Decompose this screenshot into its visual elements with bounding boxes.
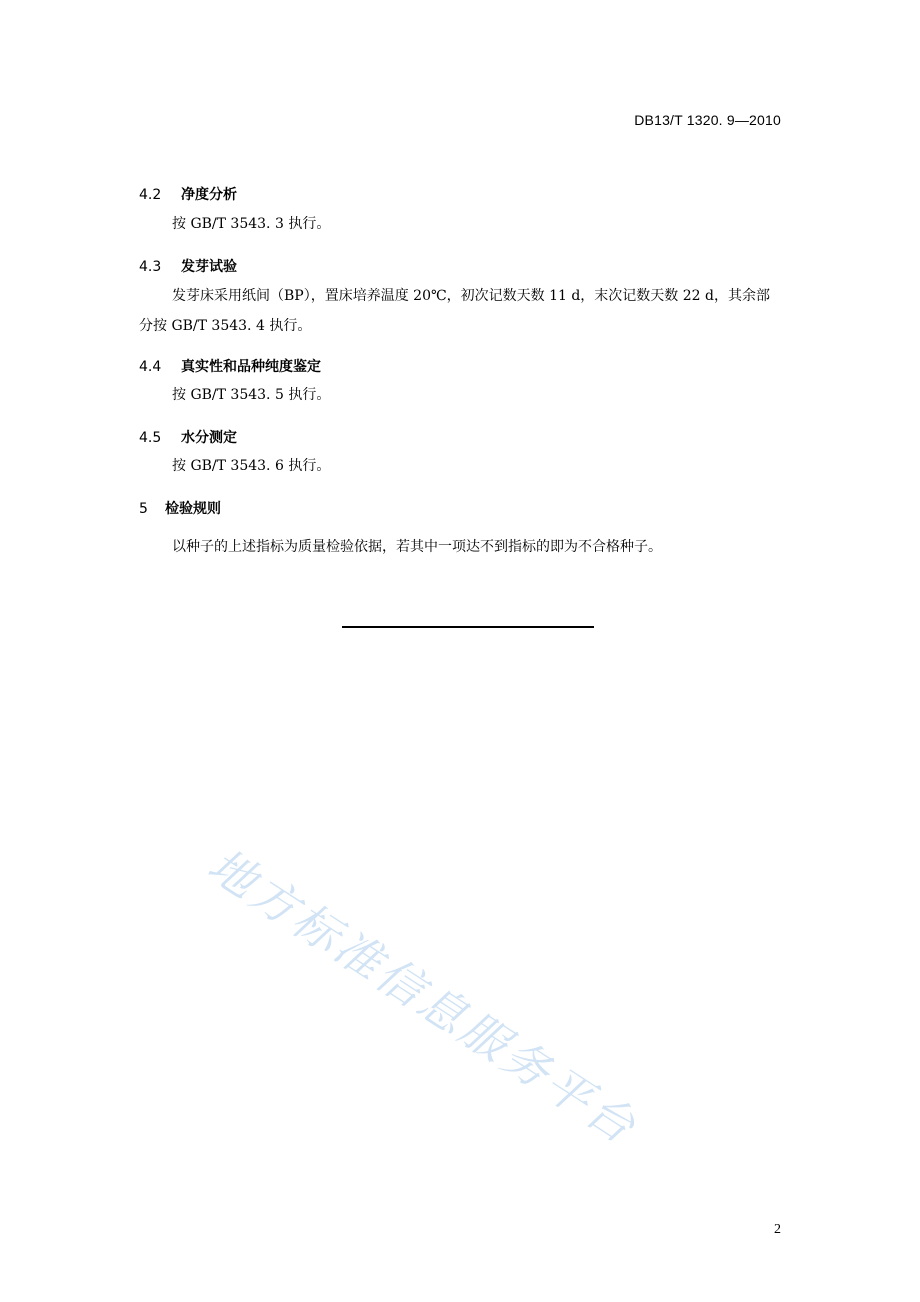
section-number: 4.4 xyxy=(139,359,162,375)
section-title: 发芽试验 xyxy=(181,259,237,275)
section-number: 4.5 xyxy=(139,430,162,446)
watermark: 地方标准信息服务平台 xyxy=(198,837,648,1156)
section-heading-5 xyxy=(139,498,221,518)
section-heading-4-3 xyxy=(139,256,237,276)
section-number: 4.2 xyxy=(139,187,162,203)
section-heading-4-5 xyxy=(139,427,237,447)
section-title: 净度分析 xyxy=(181,187,237,203)
section-heading-4-2 xyxy=(139,184,237,204)
section-heading-4-4 xyxy=(139,356,321,376)
section-title: 水分测定 xyxy=(181,430,237,446)
section-body-4-2: 按 GB/T 3543. 3 执行。 xyxy=(172,216,331,232)
section-body-4-3: 发芽床采用纸间（BP），置床培养温度 20℃，初次记数天数 11 d，末次记数天数 22 d，其余部分按 GB/T 3543. 4 执行。 xyxy=(139,288,770,334)
section-body-4-4: 按 GB/T 3543. 5 执行。 xyxy=(172,387,331,403)
section-body-4-5: 按 GB/T 3543. 6 执行。 xyxy=(172,458,331,474)
section-number: 5 xyxy=(139,501,148,517)
end-rule xyxy=(342,626,594,628)
standard-code: DB13/T 1320. 9—2010 xyxy=(634,112,781,128)
section-number: 4.3 xyxy=(139,259,162,275)
section-title: 检验规则 xyxy=(165,501,221,517)
section-body-5: 以种子的上述指标为质量检验依据，若其中一项达不到指标的即为不合格种子。 xyxy=(172,539,662,555)
page-number: 2 xyxy=(774,1222,781,1237)
section-title: 真实性和品种纯度鉴定 xyxy=(181,359,321,375)
